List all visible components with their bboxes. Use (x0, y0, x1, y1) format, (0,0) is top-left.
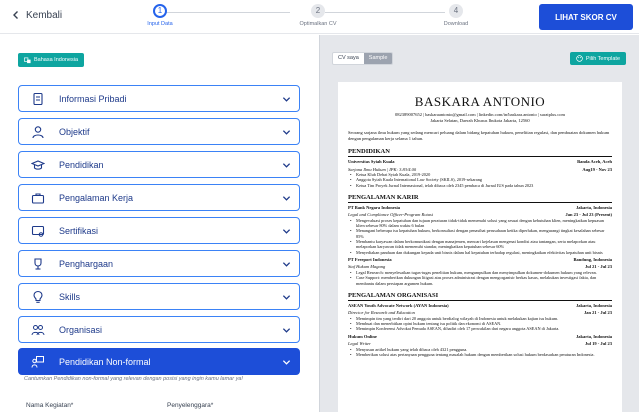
cv-bullet: • Membuat dan menerbitkan opini hukum tentang isu politik dan ekonomi di ASEAN. (348, 321, 612, 326)
arrow-left-icon (10, 9, 22, 21)
choose-template-button[interactable] (570, 52, 626, 65)
chevron-down-icon (282, 260, 291, 269)
cv-section-heading: PENGALAMAN ORGANISASI (348, 292, 612, 301)
section-pendidikan-non-formal[interactable] (18, 348, 300, 375)
graduation-cap-icon (31, 158, 45, 172)
cv-bullet: • Ketua Klub Debat Syiah Kuala, 2019-2020 (348, 172, 612, 177)
section-title: Organisasi (59, 324, 103, 335)
lightbulb-icon (31, 290, 45, 304)
chevron-down-icon (282, 194, 291, 203)
step-number: 1 (153, 4, 167, 18)
cv-entry-role: Legal and Compliance Officer-Program Rotasi (348, 212, 433, 218)
cv-bullet: • Anggota Syiah Kuala International Law Society (SKILS), 2019-sekarang (348, 177, 612, 182)
step-label: Download (443, 21, 469, 27)
cv-entry-header (348, 159, 612, 165)
top-bar (0, 0, 639, 34)
section-organisasi[interactable] (18, 316, 300, 343)
cv-entry-dates: Aug19 - Nov 23 (582, 166, 612, 172)
language-button[interactable] (18, 53, 84, 67)
cv-entry-role: Legal Writer (348, 341, 371, 347)
cv-bullet: • Ketua Tim Proyek Jurnal Internasional, telah dibaca oleh 2345 pembaca di Jurnal IUS pada tahun 2023 (348, 183, 612, 188)
view-cv-score-button[interactable]: LIHAT SKOR CV (539, 4, 633, 30)
step-number: 2 (311, 4, 325, 18)
form-panel (0, 35, 318, 412)
cv-bullet: • Legal Research: menyelesaikan tugas-tugas penelitian hukum, mengumpulkan dan menyimpulkan dokumen-dokumen hukum yang relevan. (348, 270, 612, 275)
cv-entry-header (348, 303, 612, 309)
section-title: Pengalaman Kerja (59, 192, 134, 203)
section-hint: Cantumkan Pendidikan non-formal yang relevan dengan posisi yang ingin kamu lamar ya! (24, 376, 243, 382)
cv-bullet: • Memberikan solusi atas pertanyaan pengguna tentang masalah hukum dengan memberikan solusi hukum berdasarkan peraturan Indonesia. (348, 352, 612, 357)
people-icon (31, 323, 45, 337)
person-board-icon (31, 355, 45, 369)
cv-bullet: • Case Support: memberikan dukungan litigasi atas proses administrasi dengan mengorganisir berkas kasus, melakukan investigasi fakta, dan membantu dalam persiapan argumen hukum. (348, 275, 612, 286)
cv-summary: Seorang sarjana ilmu hukum yang sedang mencari peluang dalam bidang kepatuhan hukum, penelitian regulasi, dan pembuatan dokumen hukum dengan pengalaman kerja selama 1 tahun. (348, 130, 610, 141)
chevron-down-icon (282, 128, 291, 137)
toggle-sample[interactable]: Sample (364, 53, 393, 64)
certificate-icon (31, 224, 45, 238)
cv-entry-title: Universitas Syiah Kuala (348, 159, 395, 164)
cv-entry-header (348, 257, 612, 263)
palette-icon (576, 55, 583, 62)
user-icon (31, 125, 45, 139)
cv-contact (348, 112, 612, 124)
step-input-data[interactable] (120, 4, 200, 27)
cv-entry-location: Jakarta, Indonesia (575, 333, 612, 339)
cv-entry-role: Director for Research and Education (348, 310, 415, 316)
cv-bullet: • Mengevaluasi proses kepatuhan dan tujuan peraturan tidak-tidak memenuhi solusi yang sesuai dengan kebutuhan klien, meningkatkan kepuasan klien sebesar 80% dalam waktu 6 bulan (348, 218, 612, 229)
cv-entry-header (348, 334, 612, 340)
section-pendidikan[interactable] (18, 151, 300, 178)
cv-entry-location: Jakarta, Indonesia (575, 204, 612, 210)
cv-bullet: • Memimpin Konferensi Advokat Pemuda ASEAN, dihadiri oleh 17 perwakilan dari negara anggota ASEAN di Jakarta. (348, 326, 612, 331)
section-sertifikasi[interactable] (18, 217, 300, 244)
cv-bullet: • Menyusun artikel hukum yang telah dibaca oleh 4321 pengguna. (348, 347, 612, 352)
choose-template-label: Pilih Template (585, 55, 620, 62)
cv-entry-role: Staf Hukum Magang (348, 264, 386, 270)
chevron-down-icon (282, 95, 291, 104)
section-title: Pendidikan Non-formal (59, 356, 151, 367)
cv-entry-header (348, 205, 612, 211)
cv-entry-location: Jakarta, Indonesia (575, 302, 612, 308)
back-button[interactable] (10, 9, 62, 21)
section-title: Objektif (59, 126, 90, 137)
chevron-down-icon (282, 161, 291, 170)
preview-panel (319, 35, 639, 412)
cv-entry-role: Sarjana Ilmu Hukum | IPK: 3.83/4.00 (348, 166, 417, 172)
cv-preview (338, 82, 622, 412)
cv-entry-title: PT Freeport Indonesia (348, 256, 392, 262)
cv-entry-title: Hukum Online (348, 333, 377, 339)
section-skills[interactable] (18, 283, 300, 310)
cv-section-heading: PENGALAMAN KARIR (348, 194, 612, 203)
section-title: Pendidikan (59, 159, 104, 170)
chevron-up-icon (282, 358, 291, 367)
cv-bullet: • Menyediakan panduan dan dukungan kepada unit bisnis dalam hal kepatuhan terhadap regulasi, meningkatkan efektivitas kepatuhan unit bisnis (348, 250, 612, 255)
step-number: 4 (449, 4, 463, 18)
section-penghargaan[interactable] (18, 250, 300, 277)
step-download[interactable] (416, 4, 496, 27)
section-informasi-pribadi[interactable] (18, 85, 300, 112)
translate-icon (24, 57, 31, 64)
chevron-down-icon (282, 227, 291, 236)
section-objektif[interactable] (18, 118, 300, 145)
step-label: Input Data (147, 21, 173, 27)
cv-entry-title: ASEAN Youth Advocate Network (AYAN Indonesia) (348, 302, 449, 308)
cv-section-heading: PENDIDIKAN (348, 148, 612, 157)
cv-bullet: • Memimpin tim yang terdiri dari 20 anggota untuk berdialog wilayah di Indonesia untuk melakukan kajian isu hukum. (348, 316, 612, 321)
cv-bullet: • Menangani beberapa isu kepatuhan hukum, berkonsultasi dengan penasihat perusahaan ketika diperlukan, mengurangi tingkat kesalahan sebesar 85% (348, 228, 612, 239)
language-label: Bahasa Indonesia (34, 57, 79, 63)
progress-steps (140, 4, 490, 30)
cv-address-line: Jakarta Selatan, Daerah Khusus Ibukota Jakarta, 12560 (430, 118, 530, 123)
trophy-icon (31, 257, 45, 271)
cv-entry-location: Banda Aceh, Aceh (577, 159, 612, 164)
section-title: Sertifikasi (59, 225, 99, 236)
step-label: Optimalkan CV (299, 21, 337, 27)
chevron-down-icon (282, 293, 291, 302)
cv-entry-dates: Jan 23 - Jul 23 (Present) (565, 212, 612, 218)
cv-entry-dates: Jan 21 - Jul 23 (583, 310, 612, 316)
step-optimalkan-cv[interactable] (278, 4, 358, 27)
chevron-down-icon (282, 326, 291, 335)
id-card-icon (31, 92, 45, 106)
cv-view-toggle[interactable] (332, 52, 393, 65)
cv-entry-dates: Jul 19 - Jul 23 (584, 341, 612, 347)
organizer-label: Penyelenggara* (167, 402, 214, 409)
briefcase-icon (31, 191, 45, 205)
section-pengalaman-kerja[interactable] (18, 184, 300, 211)
cv-contact-line: 082389007652 | baskaraantonio@gmail.com | linkedin.com/in/baskara.antonio | suratplus.com (394, 112, 566, 117)
cv-name: BASKARA ANTONIO (414, 94, 546, 109)
cv-bullet: • Membantu karyawan dalam berkomunikasi dengan manajemen, mencari kejelasan mengenai kondisi atau tantangan, serta melaporkan atau melaporkan karyawan tidak memenuhi standar, meningkatkan kepatuhan sebesar 60% (348, 239, 612, 250)
activity-name-label: Nama Kegiatan* (26, 402, 74, 409)
toggle-my-cv[interactable]: CV saya (333, 53, 364, 64)
back-label: Kembali (26, 9, 63, 21)
section-title: Penghargaan (59, 258, 114, 269)
section-title: Informasi Pribadi (59, 93, 127, 104)
cv-entry-dates: Jul 21 - Jul 23 (584, 264, 612, 270)
cv-entry-location: Bandung, Indonesia (573, 256, 612, 262)
section-title: Skills (59, 291, 81, 302)
cv-entry-title: PT Bank Negara Indonesia (348, 204, 401, 210)
